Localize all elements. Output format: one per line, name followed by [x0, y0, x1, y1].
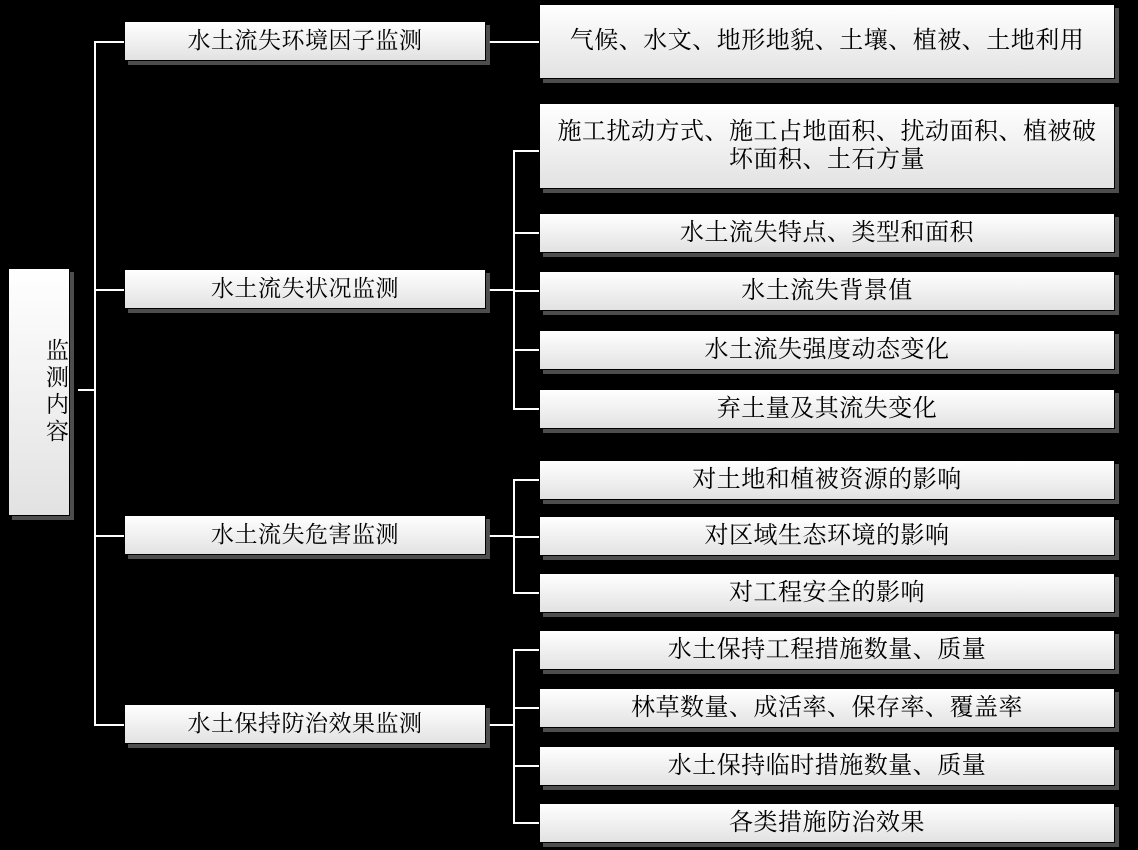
connector-b3-leaf-2 — [513, 536, 539, 538]
node-leaf-b4-2[interactable] — [539, 688, 1115, 728]
node-leaf-b3-1-label: 对土地和植被资源的影响 — [692, 466, 962, 493]
connector-b2-spine — [513, 150, 515, 408]
node-leaf-b4-1-label: 水土保持工程措施数量、质量 — [667, 636, 987, 663]
node-leaf-b4-4-label: 各类措施防治效果 — [729, 809, 925, 836]
connector-branch-1 — [94, 41, 124, 43]
node-branch-3[interactable] — [124, 515, 486, 555]
node-leaf-b2-1[interactable] — [539, 103, 1115, 189]
connector-main-spine — [94, 41, 96, 725]
node-branch-4-label: 水土保持防治效果监测 — [187, 711, 423, 737]
node-leaf-b3-3[interactable] — [539, 573, 1115, 613]
connector-b4-leaf-4 — [513, 822, 539, 824]
connector-b2-leaf-5 — [513, 408, 539, 410]
connector-b3-leaf-3 — [513, 592, 539, 594]
connector-b3-leaf-1 — [513, 479, 539, 481]
connector-b2-leaf-3 — [513, 290, 539, 292]
node-leaf-b2-4-label: 水土流失强度动态变化 — [704, 336, 950, 363]
connector-b3-stub — [489, 535, 515, 537]
node-leaf-b2-1-label: 施工扰动方式、施工占地面积、扰动面积、植被破坏面积、土石方量 — [557, 118, 1097, 173]
node-branch-4[interactable] — [124, 704, 486, 744]
node-leaf-b2-5-label: 弃土量及其流失变化 — [716, 395, 938, 422]
node-leaf-b2-4[interactable] — [539, 330, 1115, 370]
node-leaf-b4-1[interactable] — [539, 630, 1115, 670]
node-leaf-b1-1[interactable] — [539, 4, 1115, 79]
node-branch-2[interactable] — [124, 269, 486, 309]
node-leaf-b2-3-label: 水土流失背景值 — [741, 277, 913, 304]
node-leaf-b2-2-label: 水土流失特点、类型和面积 — [680, 219, 974, 246]
node-leaf-b3-3-label: 对工程安全的影响 — [729, 579, 925, 606]
connector-b2-leaf-4 — [513, 349, 539, 351]
node-leaf-b3-2-label: 对区域生态环境的影响 — [704, 522, 950, 549]
connector-b1-leaf-1 — [489, 41, 539, 43]
connector-b4-leaf-1 — [513, 649, 539, 651]
connector-b2-leaf-2 — [513, 232, 539, 234]
connector-b2-stub — [489, 289, 515, 291]
connector-branch-2 — [94, 289, 124, 291]
connector-b4-leaf-2 — [513, 707, 539, 709]
node-leaf-b2-2[interactable] — [539, 213, 1115, 253]
connector-b2-leaf-1 — [513, 150, 539, 152]
node-branch-1[interactable] — [124, 21, 486, 61]
node-leaf-b3-2[interactable] — [539, 516, 1115, 556]
connector-branch-3 — [94, 535, 124, 537]
node-branch-3-label: 水土流失危害监测 — [211, 522, 399, 548]
connector-b4-spine — [513, 649, 515, 823]
node-leaf-b3-1[interactable] — [539, 460, 1115, 500]
node-leaf-b2-3[interactable] — [539, 271, 1115, 311]
node-root-label: 监测内容 — [43, 338, 68, 446]
node-branch-2-label: 水土流失状况监测 — [211, 276, 399, 302]
node-leaf-b4-2-label: 林草数量、成活率、保存率、覆盖率 — [631, 694, 1023, 721]
node-branch-1-label: 水土流失环境因子监测 — [187, 28, 423, 54]
node-leaf-b2-5[interactable] — [539, 389, 1115, 429]
node-leaf-b1-1-label: 气候、水文、地形地貌、土壤、植被、土地利用 — [569, 28, 1085, 55]
node-root[interactable] — [8, 268, 70, 516]
node-leaf-b4-3[interactable] — [539, 746, 1115, 786]
connector-branch-4 — [94, 724, 124, 726]
connector-b4-stub — [489, 724, 515, 726]
node-leaf-b4-3-label: 水土保持临时措施数量、质量 — [667, 752, 987, 779]
node-leaf-b4-4[interactable] — [539, 803, 1115, 843]
connector-b4-leaf-3 — [513, 765, 539, 767]
